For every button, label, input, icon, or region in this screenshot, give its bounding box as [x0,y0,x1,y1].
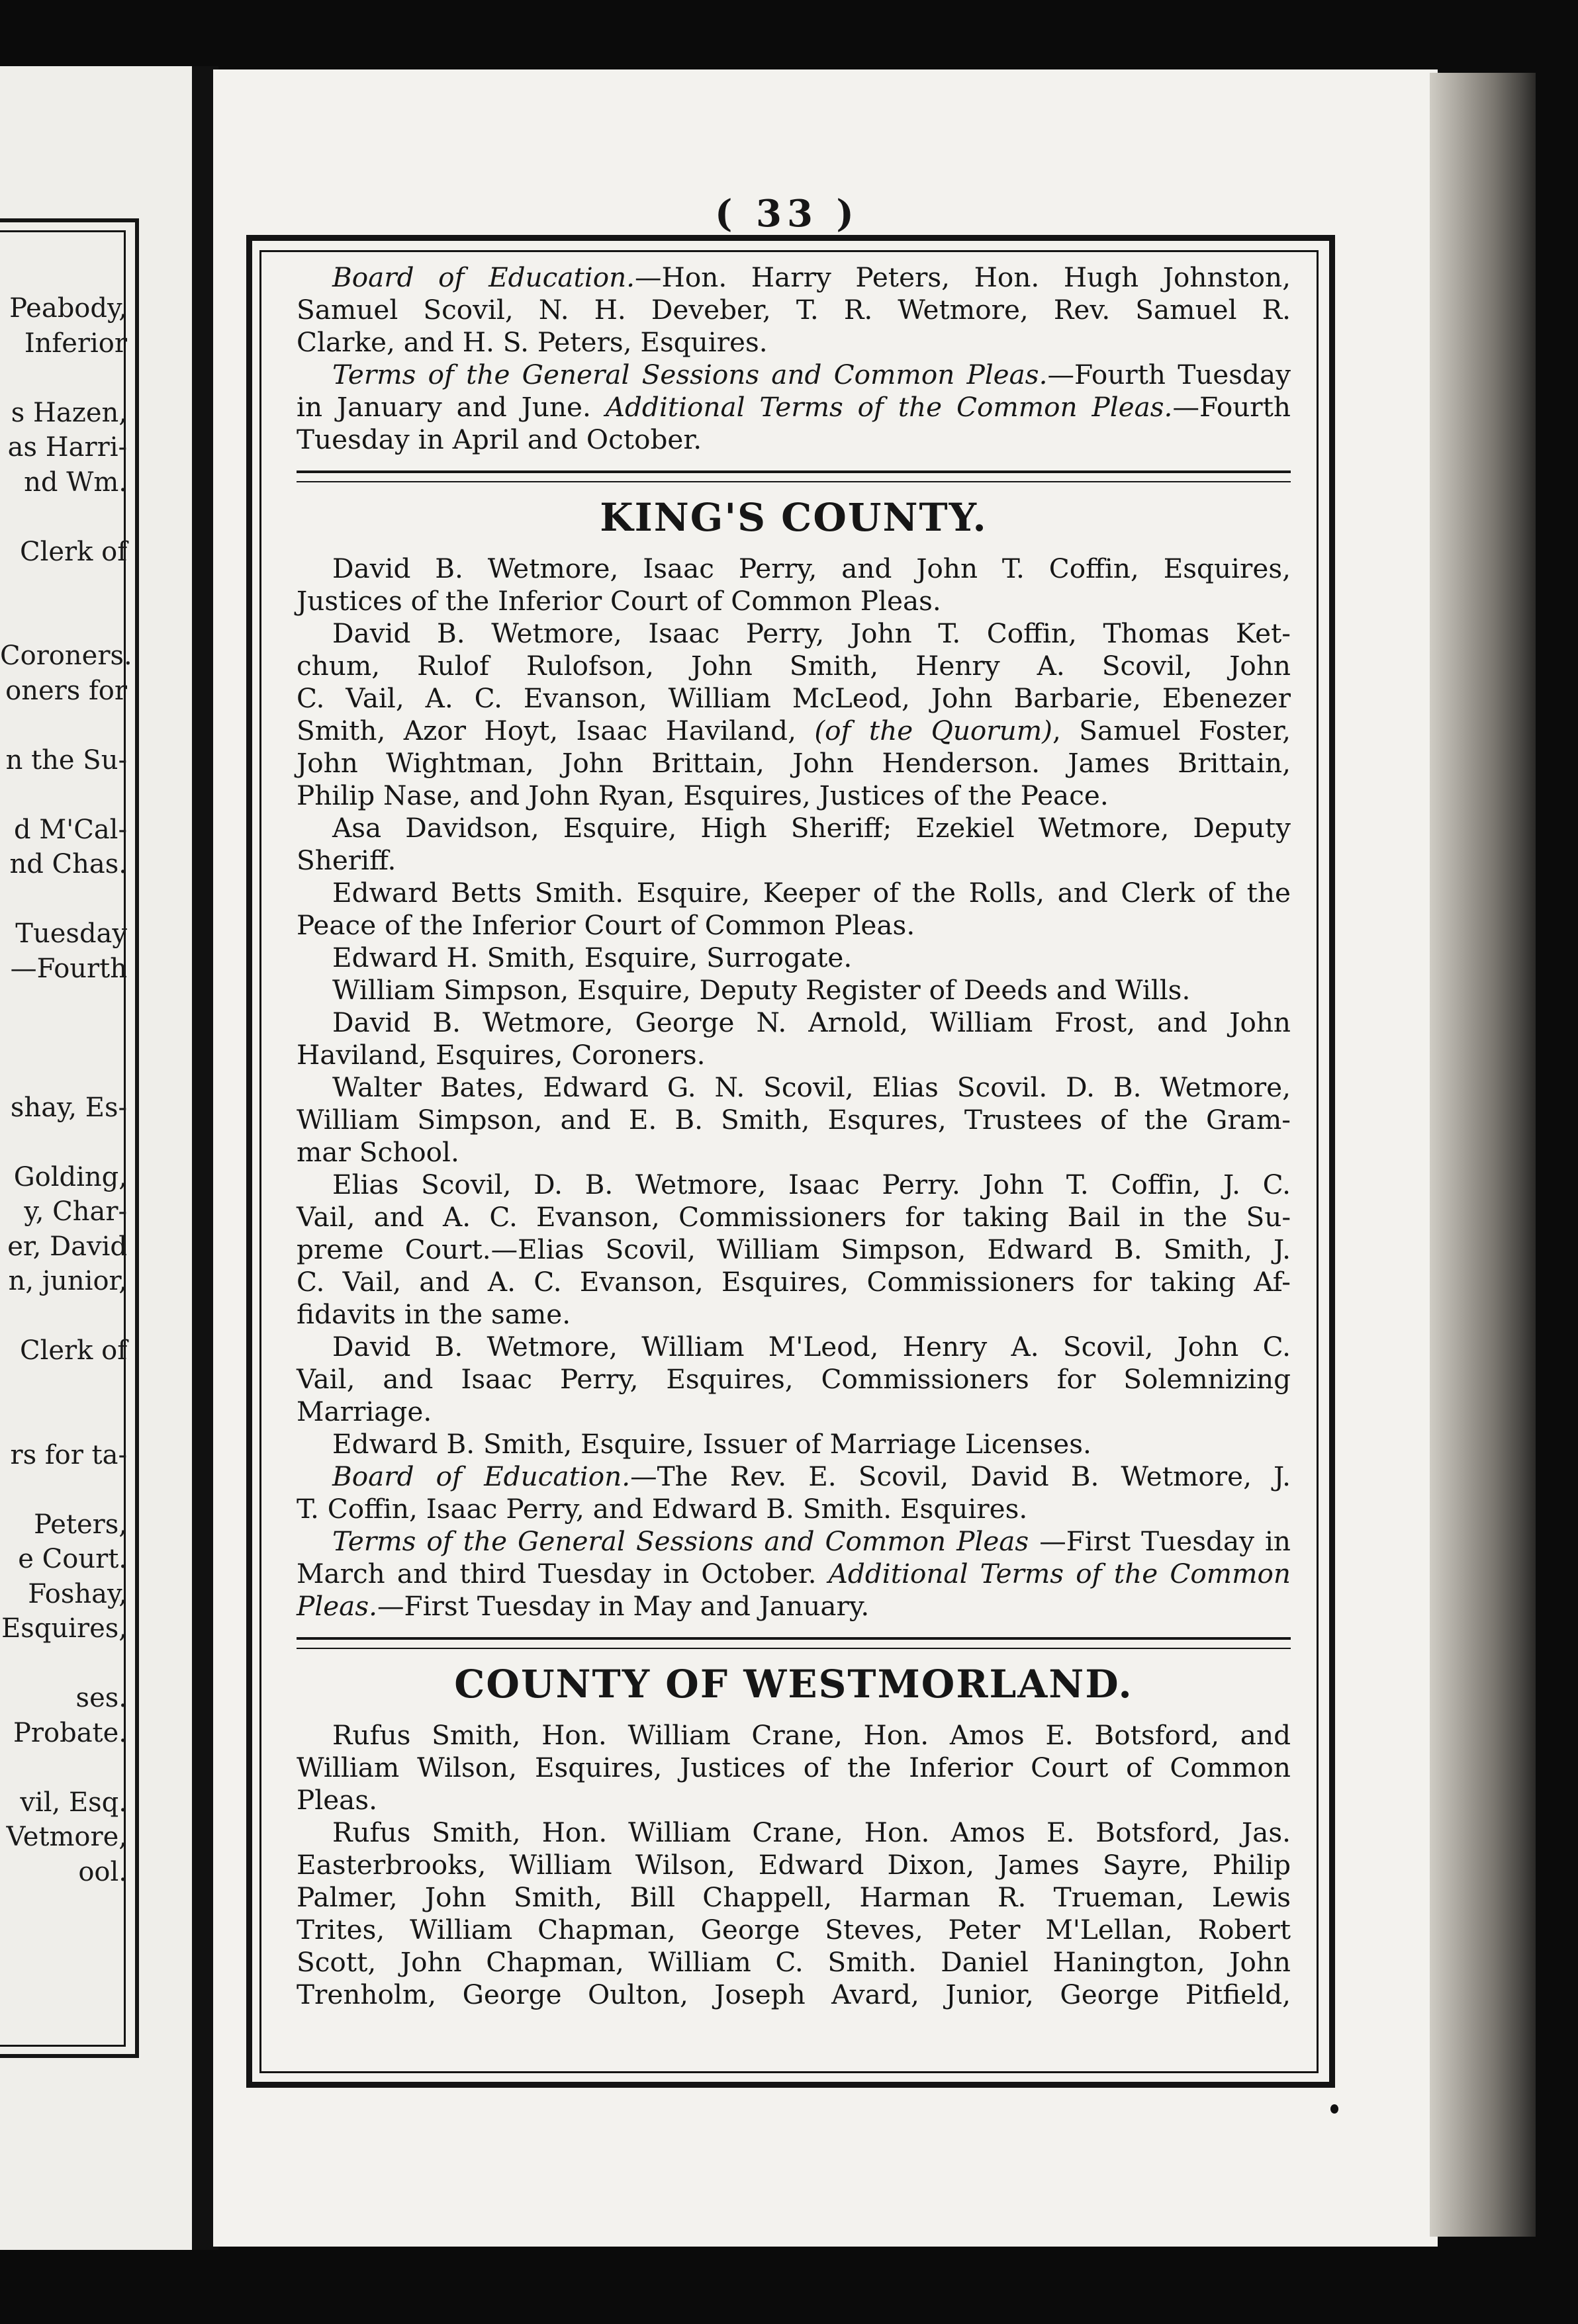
left-page-fragment: e Court. [18,1544,127,1574]
westmorland-justices-peace: Rufus Smith, Hon. William Crane, Hon. Amos E. Botsford, Jas. Easterbrooks, William Wilson, Edward Dixon, James Sayre, Philip Palmer, John Smith, Bill Chappell, Harman R. Trueman, Lewis Trites, William Chapman, George Steves, Peter M'Lellan, Robert Scott, John Chapman, William C. Smith. Daniel Hanington, John Trenholm, George Oulton, Joseph Avard, Junior, George Pitfield, [297,1816,1291,2010]
kings-keeper-rolls: Edward Betts Smith. Esquire, Keeper of the Rolls, and Clerk of the Peace of the Inferior Court of Common Pleas. [297,877,1291,941]
section-divider [297,470,1291,482]
left-page-fragment: Clerk of [19,1335,127,1366]
left-page-fragment: Coroners. [0,641,132,671]
ink-dot [1330,2104,1338,2114]
left-page-fragment: nd Wm. [24,467,127,498]
kings-county-heading: KING'S COUNTY. [600,495,988,540]
kings-marriage-licenses: Edward B. Smith, Esquire, Issuer of Marriage Licenses. [332,1428,1091,1460]
kings-board-of-education: Board of Education.—The Rev. E. Scovil, David B. Wetmore, J. T. Coffin, Isaac Perry, and Edward B. Smith. Esquires. [297,1460,1291,1525]
left-page-fragment: ool. [78,1856,127,1887]
kings-justices-peace: David B. Wetmore, Isaac Perry, John T. Coffin, Thomas Ket- chum, Rulof Rulofson, John Smith, Henry A. Scovil, John C. Vail, A. C. Evanson, William McLeod, John Barbarie, Ebenezer Smith, Azor Hoyt, Isaac Haviland, (of the Quorum), Samuel Foster, John Wightman, John Brittain, John Henderson. James Brittain, Philip Nase, and John Ryan, Esquires, Justices of the Peace. [297,617,1291,811]
left-page-fragment: vil, Esq. [20,1787,127,1818]
left-page-fragment: n the Su- [5,744,127,776]
page-content [297,261,1291,2011]
left-page-fragment: n, junior, [8,1266,127,1296]
left-page-fragment: —Fourth [10,953,127,984]
kings-coroners: David B. Wetmore, George N. Arnold, William Frost, and John Haviland, Esquires, Coroners. [297,1006,1291,1071]
left-page-fragment: nd Chas. [9,849,127,879]
page-edge [1430,73,1536,2237]
left-page-fragment: y, Char- [24,1196,127,1227]
westmorland-heading: COUNTY OF WESTMORLAND. [454,1662,1133,1707]
kings-sheriff: Asa Davidson, Esquire, High Sheriff; Ezekiel Wetmore, Deputy Sheriff. [297,812,1291,876]
terms-top: Terms of the General Sessions and Common Pleas.—Fourth Tuesday in January and June. Additional Terms of the Common Pleas.—Fourth Tuesday in April and October. [297,359,1291,455]
kings-commissioners-bail: Elias Scovil, D. B. Wetmore, Isaac Perry. John T. Coffin, J. C. Vail, and A. C. Evanson, Commissioners for taking Bail in the Su- preme Court.—Elias Scovil, William Simpson, Edward B. Smith, J. C. Vail, and A. C. Evanson, Esquires, Commissioners for taking Af- fidavits in the same. [297,1169,1291,1330]
left-page-fragment: Foshay, [28,1578,127,1609]
left-page-fragment: shay, Es- [10,1092,127,1123]
westmorland-justices-inferior: Rufus Smith, Hon. William Crane, Hon. Amos E. Botsford, and William Wilson, Esquires, Justices of the Inferior Court of Common Pleas. [297,1719,1291,1816]
left-page-frame-inner [0,230,132,2047]
kings-surrogate: Edward H. Smith, Esquire, Surrogate. [332,942,853,973]
left-page-fragment: ses. [75,1683,127,1713]
left-page [0,66,199,2250]
left-page-fragment: Peters, [34,1509,127,1540]
left-page-fragment: as Harri- [7,432,127,463]
left-page-fragment: Probate. [13,1717,127,1748]
left-page-fragment: Peabody, [9,293,127,324]
board-label: Board of Education. [332,261,635,293]
page-number: ( 33 ) [715,192,859,236]
left-page-fragment: Tuesday [15,918,127,949]
left-page-fragment: Inferior [24,328,127,359]
kings-trustees: Walter Bates, Edward G. N. Scovil, Elias Scovil. D. B. Wetmore, William Simpson, and E. B. Smith, Esqures, Trustees of the Gram- mar School. [297,1071,1291,1168]
board-of-education-top: Board of Education.—Hon. Harry Peters, Hon. Hugh Johnston, Samuel Scovil, N. H. Deveber, T. R. Wetmore, Rev. Samuel R. Clarke, and H. S. Peters, Esquires. [297,261,1291,358]
left-page-fragment: er, David [7,1231,127,1262]
section-divider [297,1637,1291,1649]
kings-deputy-register: William Simpson, Esquire, Deputy Register of Deeds and Wills. [332,974,1191,1006]
left-page-fragment: Vetmore, [6,1822,127,1852]
left-page-fragment: d M'Cal- [13,814,127,845]
kings-justices-inferior: David B. Wetmore, Isaac Perry, and John T. Coffin, Esquires, Justices of the Inferior Court of Common Pleas. [297,553,1291,617]
left-page-fragment: s Hazen, [11,397,127,428]
left-page-fragment: oners for [5,675,127,706]
left-page-fragment: Golding, [13,1161,127,1192]
left-page-fragment: rs for ta- [10,1439,127,1470]
left-page-fragment: Clerk of [19,536,127,567]
kings-commissioners-marriage: David B. Wetmore, William M'Leod, Henry A. Scovil, John C. Vail, and Isaac Perry, Esquires, Commissioners for Solemnizing Marriage. [297,1331,1291,1427]
left-page-fragment: Esquires, [1,1613,127,1644]
kings-terms: Terms of the General Sessions and Common Pleas —First Tuesday in March and third Tuesday in October. Additional Terms of the Common Pleas.—First Tuesday in May and January. [297,1525,1291,1622]
